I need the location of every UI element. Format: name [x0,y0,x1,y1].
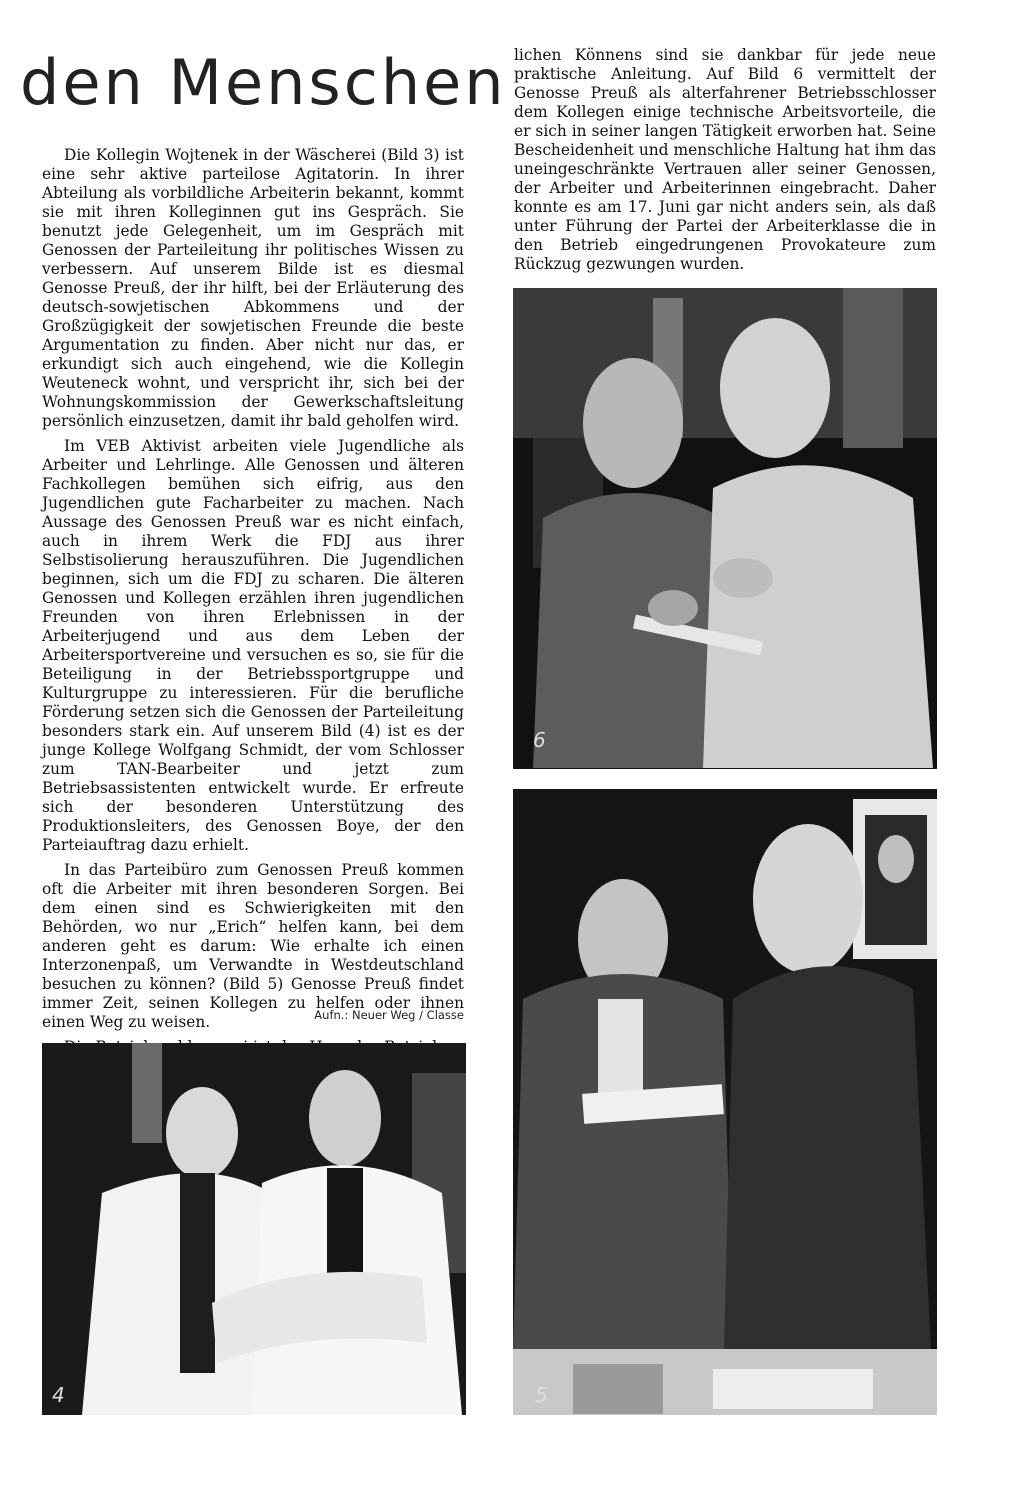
photo-number: 6 [533,728,546,752]
article-column-left [42,146,464,1177]
photo-number: 4 [52,1383,65,1407]
photo-bild-5-image [513,789,937,1415]
paragraph: Die Kollegin Wojtenek in der Wäscherei (Bild 3) ist eine sehr aktive parteilose Agitatorin. In ihrer Abteilung als vorbildliche Arbeiterin bekannt, kommt sie mit ihren Kolleginnen gut ins Gespräch. Sie benutzt jede Gelegenheit, um im Gespräch mit Genossen der Parteileitung ihr politisches Wissen zu verbessern. Auf unserem Bilde ist es diesmal Genosse Preuß, der ihr hilft, bei der Erläuterung des deutsch-sowjetischen Abkommens und der Großzügigkeit der sowjetischen Freunde die beste Argumentation zu finden. Aber nicht nur das, er erkundigt sich auch eingehend, wie die Kollegin Weuteneck wohnt, und verspricht ihr, sich bei der Wohnungskommission der Gewerkschaftsleitung persönlich einzusetzen, damit ihr bald geholfen wird. [42,146,464,430]
paragraph: Im VEB Aktivist arbeiten viele Jugendliche als Arbeiter und Lehrlinge. Alle Genossen und älteren Fachkollegen bemühen sich eifrig, aus den Jugendlichen gute Facharbeiter zu machen. Nach Aussage des Genossen Preuß war es nicht einfach, auch in ihrem Werk die FDJ aus ihrer Selbstisolierung herauszuführen. Die Jugendlichen beginnen, sich um die FDJ zu scharen. Die älteren Genossen und Kollegen erzählen ihren jugendlichen Freunden von ihren Erlebnissen in der Arbeiterjugend und aus dem Leben der Arbeitersportvereine und versuchen es so, sie für die Beteiligung in der Betriebssportgruppe und Kulturgruppe zu interessieren. Für die berufliche Förderung setzen sich die Genossen der Parteileitung besonders stark ein. Auf unserem Bild (4) ist es der junge Kollege Wolfgang Schmidt, der vom Schlosser zum TAN-Bearbeiter und jetzt zum Betriebsassistenten entwickelt wurde. Er erfreute sich der besonderen Unterstützung des Produktionsleiters, des Genossen Boye, der den Parteiauftrag dazu erhielt. [42,437,464,854]
photo-bild-6-image [513,288,937,769]
paragraph: In das Parteibüro zum Genossen Preuß kommen oft die Arbeiter mit ihren besonderen Sorgen. Bei dem einen sind es Schwierigkeiten mit den Behörden, wo nur „Erich“ helfen kann, bei dem anderen geht es darum: Wie erhalte ich einen Interzonenpaß, um Verwandte in Westdeutschland besuchen zu können? (Bild 5) Genosse Preuß findet immer Zeit, seinen Kollegen zu helfen oder ihnen einen Weg zu weisen. [42,861,464,1031]
paragraph: lichen Könnens sind sie dankbar für jede neue praktische Anleitung. Auf Bild 6 vermittelt der Genosse Preuß als alterfahrener Betriebsschlosser dem Kollegen einige technische Arbeitsvorteile, die er sich in seiner langen Tätigkeit erworben hat. Seine Bescheidenheit und menschliche Haltung hat ihm das uneingeschränkte Vertrauen aller seiner Genossen, der Arbeiter und Arbeiterinnen eingebracht. Daher konnte es am 17. Juni gar nicht anders sein, als daß unter Führung der Partei der Arbeiterklasse die in den Betrieb eingedrungenen Provokateure zum Rückzug gezwungen wurden. [514,46,936,273]
photo-bild-5 [513,789,937,1415]
photo-number: 5 [535,1383,548,1407]
article-column-right [514,46,936,280]
photo-bild-4 [42,1043,466,1415]
headline: den Menschen [20,46,507,119]
photo-credit: Aufn.: Neuer Weg / Classe [314,1008,464,1022]
photo-bild-4-image [42,1043,466,1415]
photo-bild-6 [513,288,937,769]
